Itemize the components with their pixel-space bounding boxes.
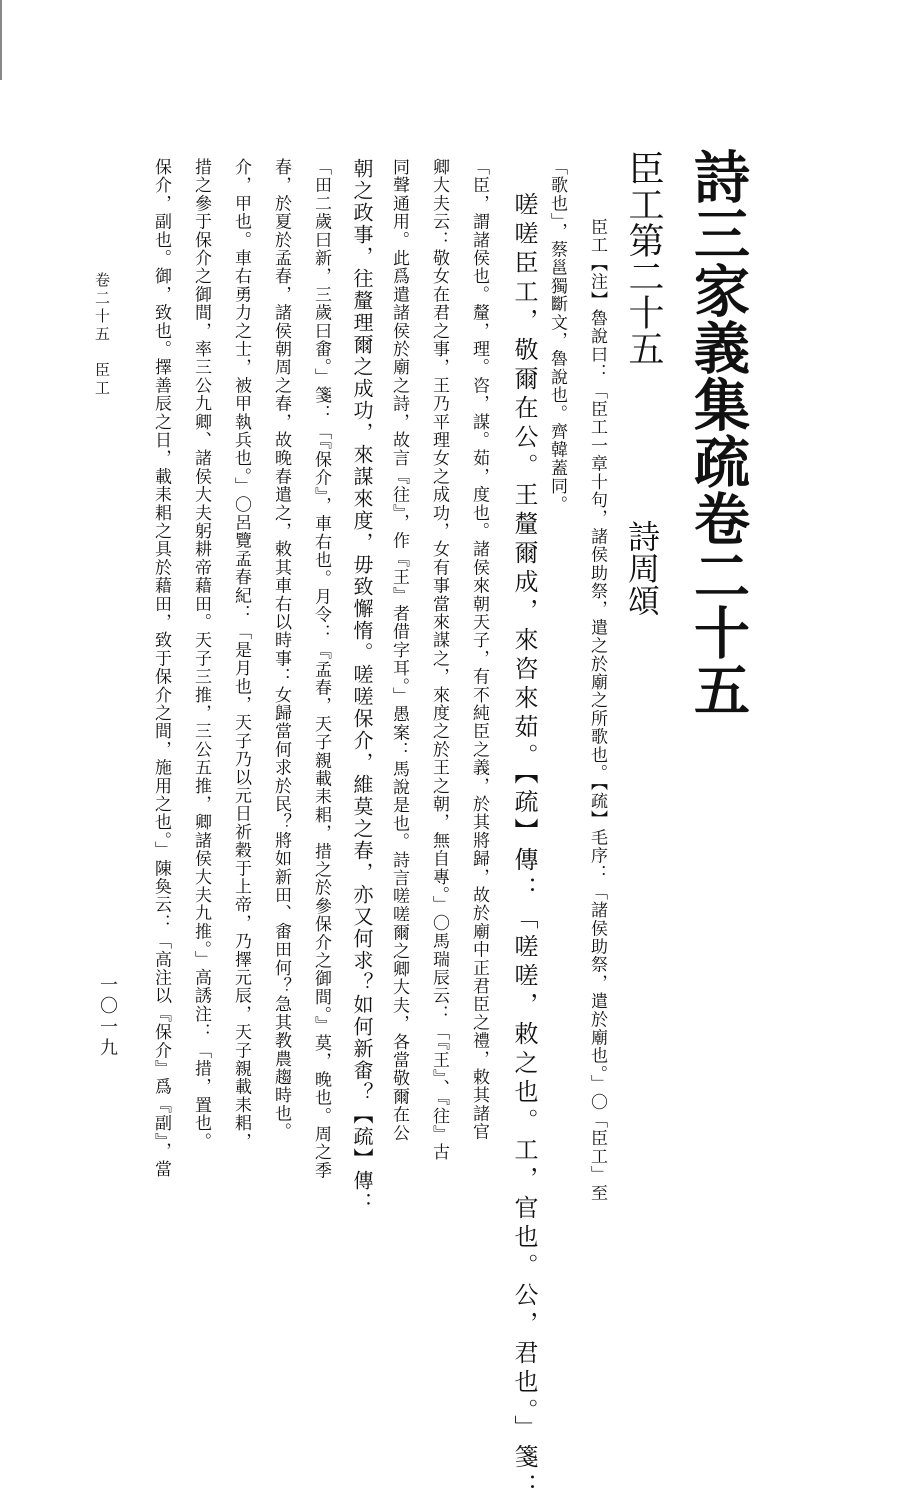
text-column-11: 措之參于保介之御間，率三公九卿、諸侯大夫躬耕帝藉田。天子三推，三公五推，卿諸侯大夫九推。」高誘注：「措，置也。 xyxy=(191,158,211,1151)
text-column-1: 臣工【注】魯說曰：「臣工一章十句，諸侯助祭，遣之於廟之所歌也。【疏】毛序：「諸侯助祭，遣於廟也。」〇「臣工」至 xyxy=(587,218,607,1202)
text-column-10: 介，甲也。車右勇力之士，被甲執兵也。」〇呂覽孟春紀：「是月也，天子乃以元日祈穀于上帝，乃擇元辰，天子親載耒耜， xyxy=(231,158,251,1151)
text-column-3: 嗟嗟臣工，敬爾在公。王釐爾成，來咨來茹。【疏】傳：「嗟嗟，敕之也。工，官也。公，君也。」箋： xyxy=(510,192,538,1502)
text-column-9: 春，於夏於孟春，諸侯朝周之春，故晚春遣之，敕其車右以時事：女歸當何求於民？將如新田、畬田何？急其教農趨時也。 xyxy=(271,158,291,1141)
page-number: 一〇一九 xyxy=(97,975,118,1059)
volume-title: 詩三家義集疏卷二十五 xyxy=(685,148,751,718)
text-column-4: 「臣，謂諸侯也。釐，理。咨，謀。茹，度也。諸侯來朝天子，有不純臣之義，於其將歸，故於廟中正君臣之禮，敕其諸官 xyxy=(469,158,489,1141)
text-column-8: 「田二歲曰新，三歲曰畬。」箋：「『保介』，車右也。月令：『孟春，天子親載耒耜，措之於參保介之御間。』莫，晚也。周之季 xyxy=(311,158,331,1180)
ode-title: 臣工第二十五 xyxy=(623,150,664,366)
text-column-2: 「歌也」，蔡邕獨斷文，魯說也。齊韓蓋同。 xyxy=(547,158,567,514)
text-column-7: 朝之政事，往釐理爾之成功，來謀來度，毋致懈惰。嗟嗟保介，維莫之春，亦又何求？如何新畬？【疏】傳： xyxy=(350,158,374,1214)
scan-edge-line xyxy=(0,0,2,80)
section-title: 詩周頌 xyxy=(623,520,661,616)
text-column-12: 保介，副也。御，致也。擇善辰之日，載耒耜之具於藉田，致于保介之間，施用之也。」陳奐云：「高注以『保介』爲『副』，當 xyxy=(151,158,171,1179)
text-column-5: 卿大夫云：敬女在君之事，王乃平理女之成功，女有事當來謀之，來度之於王之朝，無自專。」〇馬瑞辰云：「『王』、『往』古 xyxy=(429,158,449,1162)
running-head: 卷二十五 臣工 xyxy=(93,272,111,398)
text-column-6: 同聲通用。此爲遣諸侯於廟之詩，故言『往』，作『王』者借字耳。」愚案：馬說是也。詩言嗟嗟爾之卿大夫，各當敬爾在公 xyxy=(389,158,409,1142)
